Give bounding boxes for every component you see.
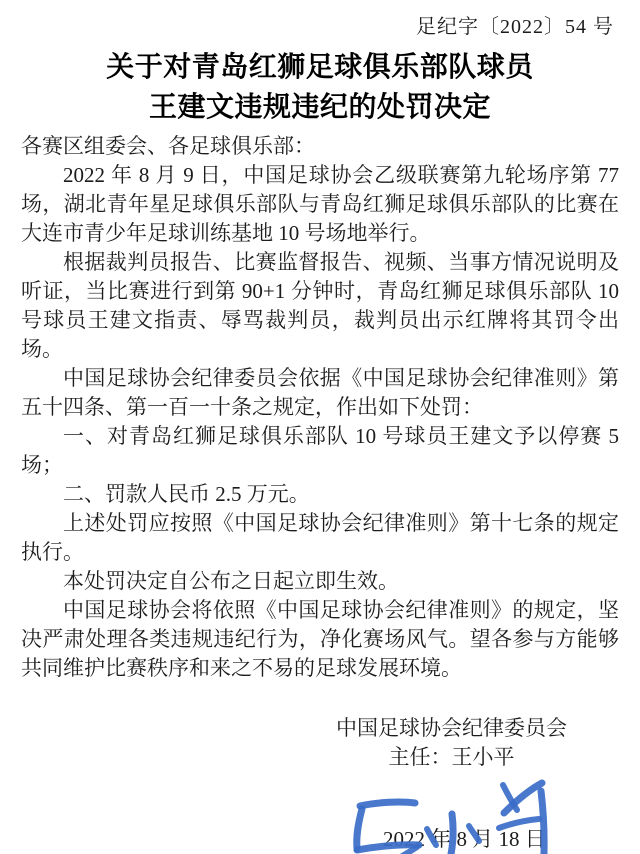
- paragraph-incident: 根据裁判员报告、比赛监督报告、视频、当事方情况说明及听证，当比赛进行到第 90+1 分钟时，青岛红狮足球俱乐部队 10 号球员王建文指责、辱骂裁判员，裁判员出示红牌将其罚令出场。: [21, 250, 619, 361]
- paragraph-match-info: 2022 年 8 月 9 日，中国足球协会乙级联赛第九轮场序第 77 场，湖北青年星足球俱乐部队与青岛红狮足球俱乐部队的比赛在大连市青少年足球训练基地 10 号场地举行。: [21, 163, 619, 245]
- paragraph-penalty-1: 一、对青岛红狮足球俱乐部队 10 号球员王建文予以停赛 5 场；: [21, 424, 619, 477]
- signature-block: [336, 714, 567, 772]
- handwritten-signature-icon: [343, 776, 568, 854]
- paragraph-effective: 本处罚决定自公布之日起立即生效。: [63, 569, 399, 593]
- doc-number: 足纪字〔2022〕54 号: [416, 16, 614, 38]
- paragraph-legal-basis: 中国足球协会纪律委员会依据《中国足球协会纪律准则》第五十四条、第一百一十条之规定，作出如下处罚：: [21, 366, 619, 419]
- paragraph-penalty-2: 二、罚款人民币 2.5 万元。: [63, 482, 310, 506]
- document-date: 2022 年 8 月 18 日: [383, 827, 546, 851]
- paragraph-closing: 中国足球协会将依照《中国足球协会纪律准则》的规定，坚决严肃处理各类违规违纪行为，净化赛场风气。望各参与方能够共同维护比赛秩序和来之不易的足球发展环境。: [21, 598, 619, 680]
- salutation: 各赛区组委会、各足球俱乐部：: [21, 134, 315, 158]
- title-line-2: 王建文违规违纪的处罚决定: [148, 92, 491, 123]
- title-line-1: 关于对青岛红狮足球俱乐部队球员: [106, 52, 534, 83]
- document-body: [21, 132, 619, 683]
- paragraph-execution: 上述处罚应按照《中国足球协会纪律准则》第十七条的规定执行。: [21, 511, 619, 564]
- signature-date-area: [0, 774, 640, 854]
- signer-organization: 中国足球协会纪律委员会: [336, 716, 567, 740]
- signer-title: 主任：王小平: [388, 745, 515, 769]
- document-title: [0, 48, 640, 128]
